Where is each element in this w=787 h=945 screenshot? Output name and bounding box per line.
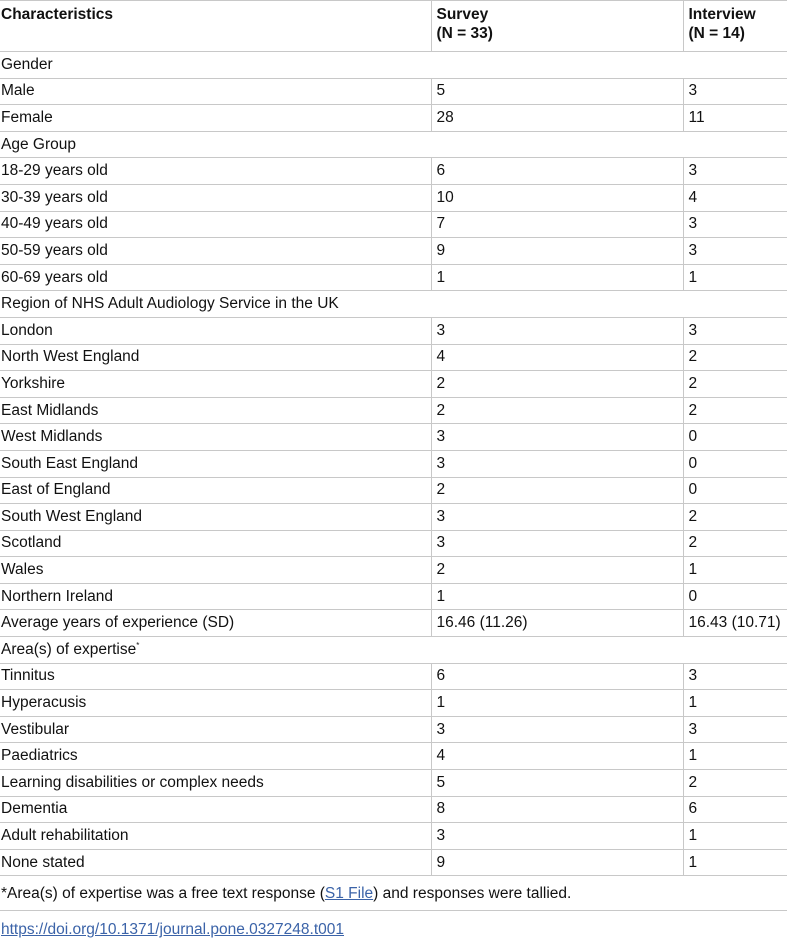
survey-value: 5: [431, 78, 683, 105]
row-label: East of England: [0, 477, 431, 504]
experience-row: [0, 610, 787, 637]
table-row: [0, 184, 787, 211]
section-row-gender: [0, 52, 787, 79]
table-row: [0, 849, 787, 876]
row-label: Adult rehabilitation: [0, 823, 431, 850]
row-label: Paediatrics: [0, 743, 431, 770]
survey-value: 6: [431, 158, 683, 185]
interview-value: 3: [683, 317, 787, 344]
survey-value: 4: [431, 743, 683, 770]
section-row-region: [0, 291, 787, 318]
table-row: [0, 823, 787, 850]
survey-value: 7: [431, 211, 683, 238]
table-row: [0, 158, 787, 185]
interview-value: 16.43 (10.71): [683, 610, 787, 637]
row-label: Male: [0, 78, 431, 105]
survey-value: 1: [431, 264, 683, 291]
row-label: Northern Ireland: [0, 583, 431, 610]
row-label: Learning disabilities or complex needs: [0, 770, 431, 797]
interview-value: 2: [683, 397, 787, 424]
row-label: Average years of experience (SD): [0, 610, 431, 637]
survey-value: 8: [431, 796, 683, 823]
interview-value: 4: [683, 184, 787, 211]
table-row: [0, 716, 787, 743]
table-row: [0, 690, 787, 717]
table-row: [0, 105, 787, 132]
s1-file-link[interactable]: S1 File: [324, 885, 374, 903]
table-row: [0, 211, 787, 238]
row-label: Scotland: [0, 530, 431, 557]
section-title: [0, 637, 787, 664]
interview-value: 1: [683, 743, 787, 770]
table-row: [0, 78, 787, 105]
survey-value: 9: [431, 238, 683, 265]
row-label: 30-39 years old: [0, 184, 431, 211]
survey-value: 3: [431, 317, 683, 344]
survey-value: 6: [431, 663, 683, 690]
table-row: [0, 397, 787, 424]
row-label: North West England: [0, 344, 431, 371]
interview-value: 0: [683, 424, 787, 451]
footnote-marker: *: [136, 640, 140, 650]
interview-value: 1: [683, 823, 787, 850]
survey-value: 16.46 (11.26): [431, 610, 683, 637]
doi-link[interactable]: https://doi.org/10.1371/journal.pone.0327248.t001: [1, 921, 344, 939]
section-title: Gender: [0, 52, 787, 79]
interview-value: 11: [683, 105, 787, 132]
table-row: [0, 796, 787, 823]
header-characteristics: Characteristics: [0, 1, 431, 52]
row-label: East Midlands: [0, 397, 431, 424]
footnote-text-after: ) and responses were tallied.: [373, 885, 572, 903]
survey-value: 3: [431, 530, 683, 557]
table-row: [0, 371, 787, 398]
table-row: [0, 264, 787, 291]
row-label: South West England: [0, 504, 431, 531]
survey-value: 3: [431, 716, 683, 743]
header-survey: [431, 1, 683, 52]
row-label: Female: [0, 105, 431, 132]
survey-value: 2: [431, 557, 683, 584]
header-survey-title: Survey: [436, 6, 489, 23]
interview-value: 2: [683, 344, 787, 371]
interview-value: 1: [683, 690, 787, 717]
row-label: Wales: [0, 557, 431, 584]
header-interview-title: Interview: [688, 6, 756, 23]
row-label: South East England: [0, 450, 431, 477]
row-label: Dementia: [0, 796, 431, 823]
interview-value: 3: [683, 78, 787, 105]
row-label: 50-59 years old: [0, 238, 431, 265]
expertise-title: Area(s) of expertise: [1, 640, 137, 658]
table-row: [0, 530, 787, 557]
interview-value: 2: [683, 504, 787, 531]
survey-value: 2: [431, 371, 683, 398]
table-row: [0, 477, 787, 504]
section-row-age: [0, 131, 787, 158]
interview-value: 3: [683, 238, 787, 265]
doi-line: [0, 911, 787, 939]
survey-value: 1: [431, 583, 683, 610]
survey-value: 3: [431, 504, 683, 531]
header-interview: [683, 1, 787, 52]
table-row: [0, 317, 787, 344]
interview-value: 3: [683, 663, 787, 690]
section-title: Region of NHS Adult Audiology Service in the UK: [0, 291, 787, 318]
section-title: Age Group: [0, 131, 787, 158]
survey-value: 3: [431, 450, 683, 477]
interview-value: 0: [683, 583, 787, 610]
table-row: [0, 450, 787, 477]
footnote-text-before: *Area(s) of expertise was a free text response (: [1, 885, 325, 903]
header-survey-n: (N = 33): [436, 25, 493, 42]
interview-value: 1: [683, 849, 787, 876]
interview-value: 3: [683, 716, 787, 743]
table-footnote: [0, 876, 787, 911]
survey-value: 2: [431, 477, 683, 504]
interview-value: 2: [683, 530, 787, 557]
row-label: London: [0, 317, 431, 344]
interview-value: 0: [683, 477, 787, 504]
row-label: West Midlands: [0, 424, 431, 451]
row-label: 18-29 years old: [0, 158, 431, 185]
row-label: Yorkshire: [0, 371, 431, 398]
survey-value: 5: [431, 770, 683, 797]
interview-value: 1: [683, 264, 787, 291]
survey-value: 1: [431, 690, 683, 717]
table-row: [0, 504, 787, 531]
row-label: Hyperacusis: [0, 690, 431, 717]
interview-value: 2: [683, 770, 787, 797]
row-label: Vestibular: [0, 716, 431, 743]
header-row: [0, 1, 787, 52]
interview-value: 1: [683, 557, 787, 584]
survey-value: 2: [431, 397, 683, 424]
row-label: None stated: [0, 849, 431, 876]
interview-value: 2: [683, 371, 787, 398]
table-row: [0, 344, 787, 371]
survey-value: 9: [431, 849, 683, 876]
table-row: [0, 583, 787, 610]
table-row: [0, 770, 787, 797]
interview-value: 0: [683, 450, 787, 477]
interview-value: 3: [683, 158, 787, 185]
survey-value: 4: [431, 344, 683, 371]
section-row-expertise: [0, 637, 787, 664]
interview-value: 6: [683, 796, 787, 823]
header-interview-n: (N = 14): [688, 25, 745, 42]
survey-value: 28: [431, 105, 683, 132]
row-label: 40-49 years old: [0, 211, 431, 238]
row-label: 60-69 years old: [0, 264, 431, 291]
table-row: [0, 557, 787, 584]
survey-value: 3: [431, 424, 683, 451]
survey-value: 10: [431, 184, 683, 211]
table-row: [0, 743, 787, 770]
survey-value: 3: [431, 823, 683, 850]
table-row: [0, 663, 787, 690]
row-label: Tinnitus: [0, 663, 431, 690]
interview-value: 3: [683, 211, 787, 238]
table-row: [0, 238, 787, 265]
table-row: [0, 424, 787, 451]
